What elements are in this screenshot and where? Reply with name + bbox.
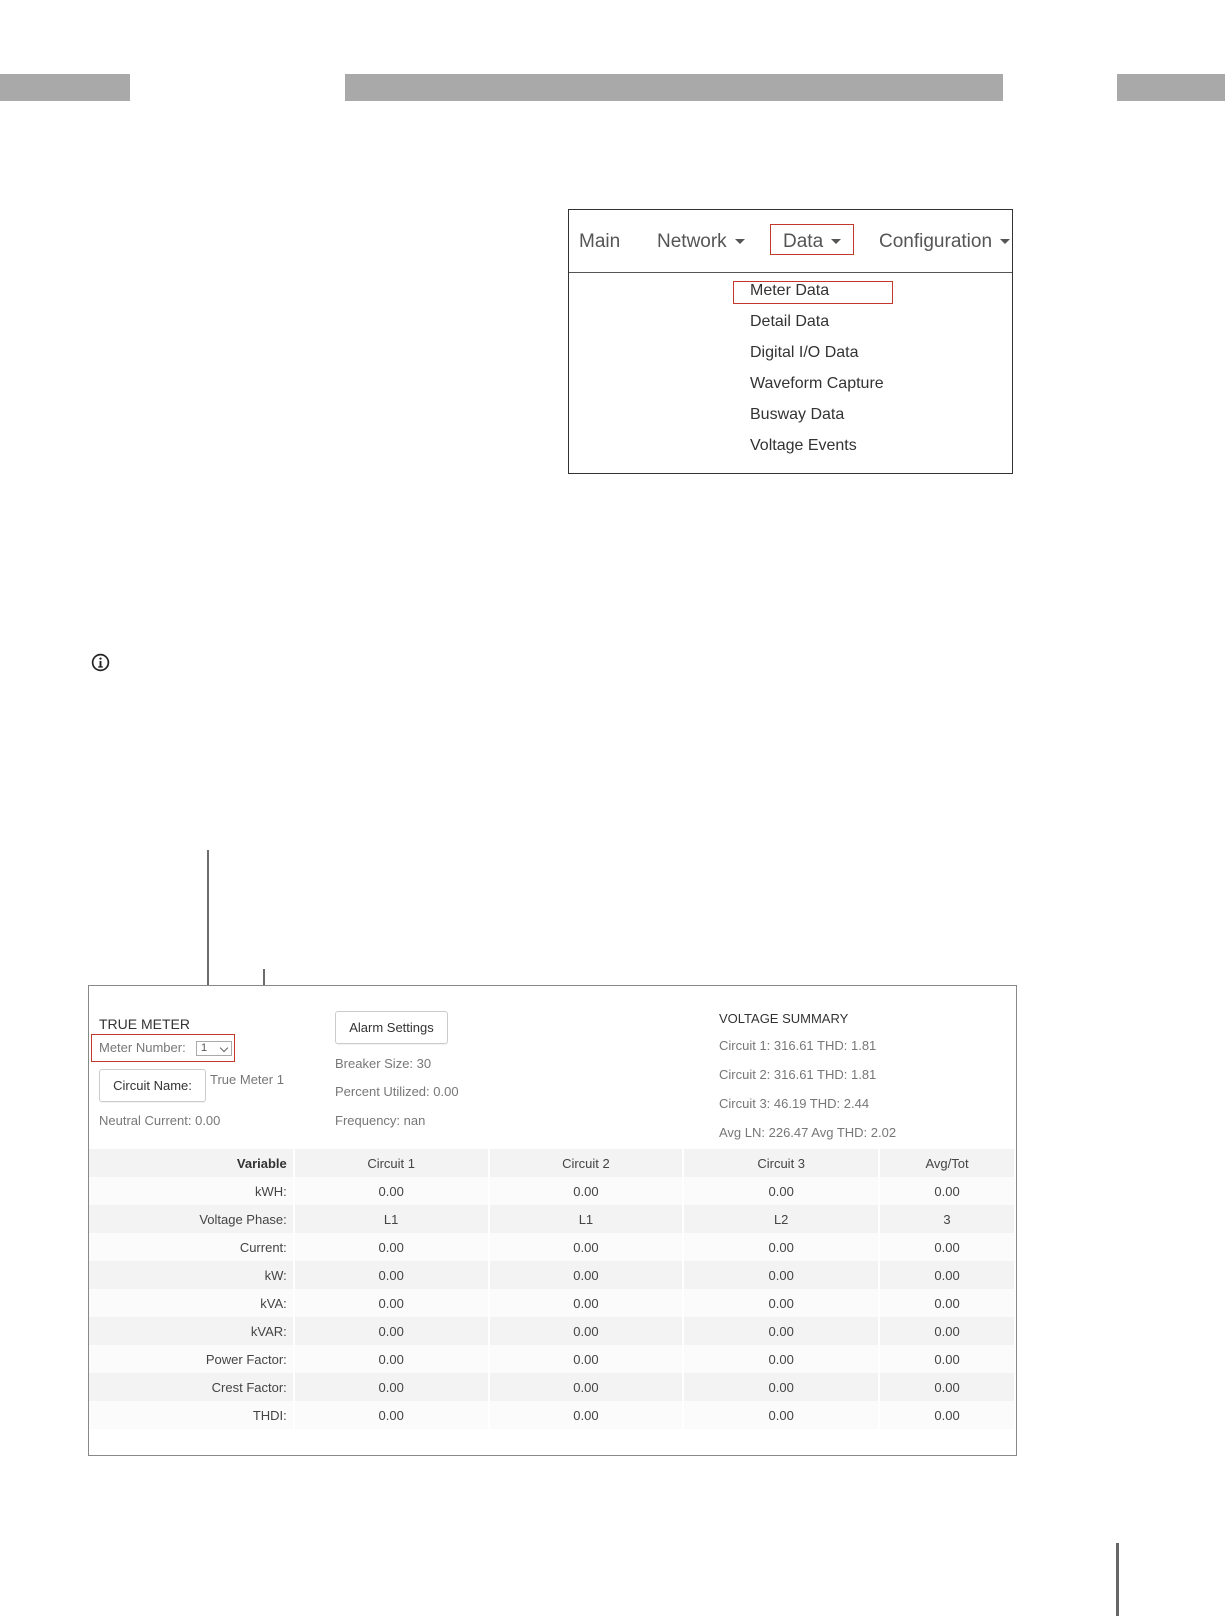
page-edge-rule: [1116, 1543, 1119, 1616]
meter-number-select[interactable]: [196, 1041, 232, 1056]
value-cell: L2: [683, 1205, 879, 1233]
table-row: [89, 1373, 1015, 1401]
value-cell: 0.00: [683, 1401, 879, 1429]
value-cell: 0.00: [294, 1401, 489, 1429]
value-cell: 0.00: [879, 1261, 1015, 1289]
table-row: [89, 1261, 1015, 1289]
caret-down-icon: [735, 239, 745, 244]
dropdown-item-waveform-capture[interactable]: Waveform Capture: [750, 375, 884, 392]
nav-item-network[interactable]: [657, 231, 745, 253]
chevron-down-icon: [220, 1044, 228, 1052]
voltage-circuit-1: Circuit 1: 316.61 THD: 1.81: [719, 1038, 877, 1053]
value-cell: 0.00: [879, 1289, 1015, 1317]
info-circle-icon: [91, 653, 110, 672]
dropdown-item-meter-data[interactable]: Meter Data: [750, 282, 830, 299]
nav-item-data[interactable]: [783, 231, 841, 253]
header-bar-left: [0, 74, 130, 101]
value-cell: 0.00: [879, 1373, 1015, 1401]
variable-cell: Power Factor:: [89, 1345, 294, 1373]
nav-item-label: Main: [579, 231, 621, 252]
value-cell: 0.00: [879, 1401, 1015, 1429]
breaker-size: Breaker Size: 30: [335, 1056, 432, 1071]
value-cell: 0.00: [879, 1233, 1015, 1261]
neutral-current: Neutral Current: 0.00: [99, 1113, 221, 1128]
nav-item-configuration[interactable]: [879, 231, 1010, 253]
nav-item-label: Network: [657, 231, 727, 252]
variable-cell: Crest Factor:: [89, 1373, 294, 1401]
value-cell: L1: [294, 1205, 489, 1233]
table-row: [89, 1401, 1015, 1429]
value-cell: 0.00: [879, 1345, 1015, 1373]
value-cell: 0.00: [683, 1177, 879, 1205]
table-row: [89, 1177, 1015, 1205]
variable-cell: THDI:: [89, 1401, 294, 1429]
dropdown-item-voltage-events[interactable]: Voltage Events: [750, 437, 857, 454]
circuit-name-value: True Meter 1: [210, 1072, 284, 1087]
value-cell: 0.00: [683, 1233, 879, 1261]
meter-number-highlight: [91, 1034, 235, 1062]
table-row: [89, 1205, 1015, 1233]
variable-cell: kVA:: [89, 1289, 294, 1317]
value-cell: 0.00: [489, 1401, 684, 1429]
header-bar-right: [1117, 74, 1225, 101]
voltage-circuit-3: Circuit 3: 46.19 THD: 2.44: [719, 1096, 870, 1111]
variable-cell: kW:: [89, 1261, 294, 1289]
value-cell: L1: [489, 1205, 684, 1233]
value-cell: 0.00: [294, 1177, 489, 1205]
table-row: [89, 1317, 1015, 1345]
voltage-summary-title: VOLTAGE SUMMARY: [719, 1011, 849, 1026]
dropdown-item-digital-io-data[interactable]: Digital I/O Data: [750, 344, 859, 361]
caret-down-icon: [831, 239, 841, 244]
value-cell: 0.00: [294, 1233, 489, 1261]
nav-item-label: Data: [783, 231, 824, 252]
value-cell: 0.00: [489, 1317, 684, 1345]
variable-cell: kWH:: [89, 1177, 294, 1205]
value-cell: 0.00: [489, 1261, 684, 1289]
caret-down-icon: [1000, 239, 1010, 244]
column-header: Avg/Tot: [879, 1149, 1015, 1177]
true-meter-panel: [88, 985, 1017, 1456]
meter-number-label: Meter Number:: [99, 1040, 186, 1055]
voltage-average: Avg LN: 226.47 Avg THD: 2.02: [719, 1125, 897, 1140]
percent-utilized: Percent Utilized: 0.00: [335, 1084, 459, 1099]
value-cell: 0.00: [683, 1261, 879, 1289]
value-cell: 0.00: [294, 1345, 489, 1373]
value-cell: 0.00: [683, 1317, 879, 1345]
value-cell: 0.00: [879, 1317, 1015, 1345]
nav-item-label: Configuration: [879, 231, 993, 252]
value-cell: 0.00: [683, 1345, 879, 1373]
value-cell: 0.00: [489, 1233, 684, 1261]
table-header-row: [89, 1149, 1015, 1177]
alarm-settings-button[interactable]: Alarm Settings: [335, 1011, 448, 1044]
nav-menu-screenshot: [568, 209, 1013, 474]
column-header: Variable: [89, 1149, 294, 1177]
table-row: [89, 1345, 1015, 1373]
variable-cell: Voltage Phase:: [89, 1205, 294, 1233]
table-row: [89, 1233, 1015, 1261]
value-cell: 0.00: [294, 1289, 489, 1317]
variable-cell: Current:: [89, 1233, 294, 1261]
voltage-circuit-2: Circuit 2: 316.61 THD: 1.81: [719, 1067, 877, 1082]
frequency: Frequency: nan: [335, 1113, 426, 1128]
value-cell: 0.00: [879, 1177, 1015, 1205]
circuit-name-button[interactable]: Circuit Name:: [99, 1069, 206, 1102]
meter-data-table: [89, 1149, 1016, 1429]
table-row: [89, 1289, 1015, 1317]
value-cell: 0.00: [294, 1373, 489, 1401]
column-header: Circuit 3: [683, 1149, 879, 1177]
nav-bar: [569, 210, 1012, 273]
column-header: Circuit 1: [294, 1149, 489, 1177]
value-cell: 0.00: [489, 1373, 684, 1401]
value-cell: 0.00: [294, 1317, 489, 1345]
meter-number-value: 1: [201, 1042, 208, 1054]
dropdown-item-detail-data[interactable]: Detail Data: [750, 313, 830, 330]
panel-title: TRUE METER: [99, 1016, 190, 1032]
value-cell: 0.00: [489, 1177, 684, 1205]
value-cell: 0.00: [489, 1289, 684, 1317]
dropdown-item-busway-data[interactable]: Busway Data: [750, 406, 845, 423]
value-cell: 3: [879, 1205, 1015, 1233]
variable-cell: kVAR:: [89, 1317, 294, 1345]
value-cell: 0.00: [683, 1289, 879, 1317]
value-cell: 0.00: [294, 1261, 489, 1289]
value-cell: 0.00: [489, 1345, 684, 1373]
header-bar-center: [345, 74, 1003, 101]
nav-item-main[interactable]: [579, 231, 620, 253]
value-cell: 0.00: [683, 1373, 879, 1401]
column-header: Circuit 2: [489, 1149, 684, 1177]
